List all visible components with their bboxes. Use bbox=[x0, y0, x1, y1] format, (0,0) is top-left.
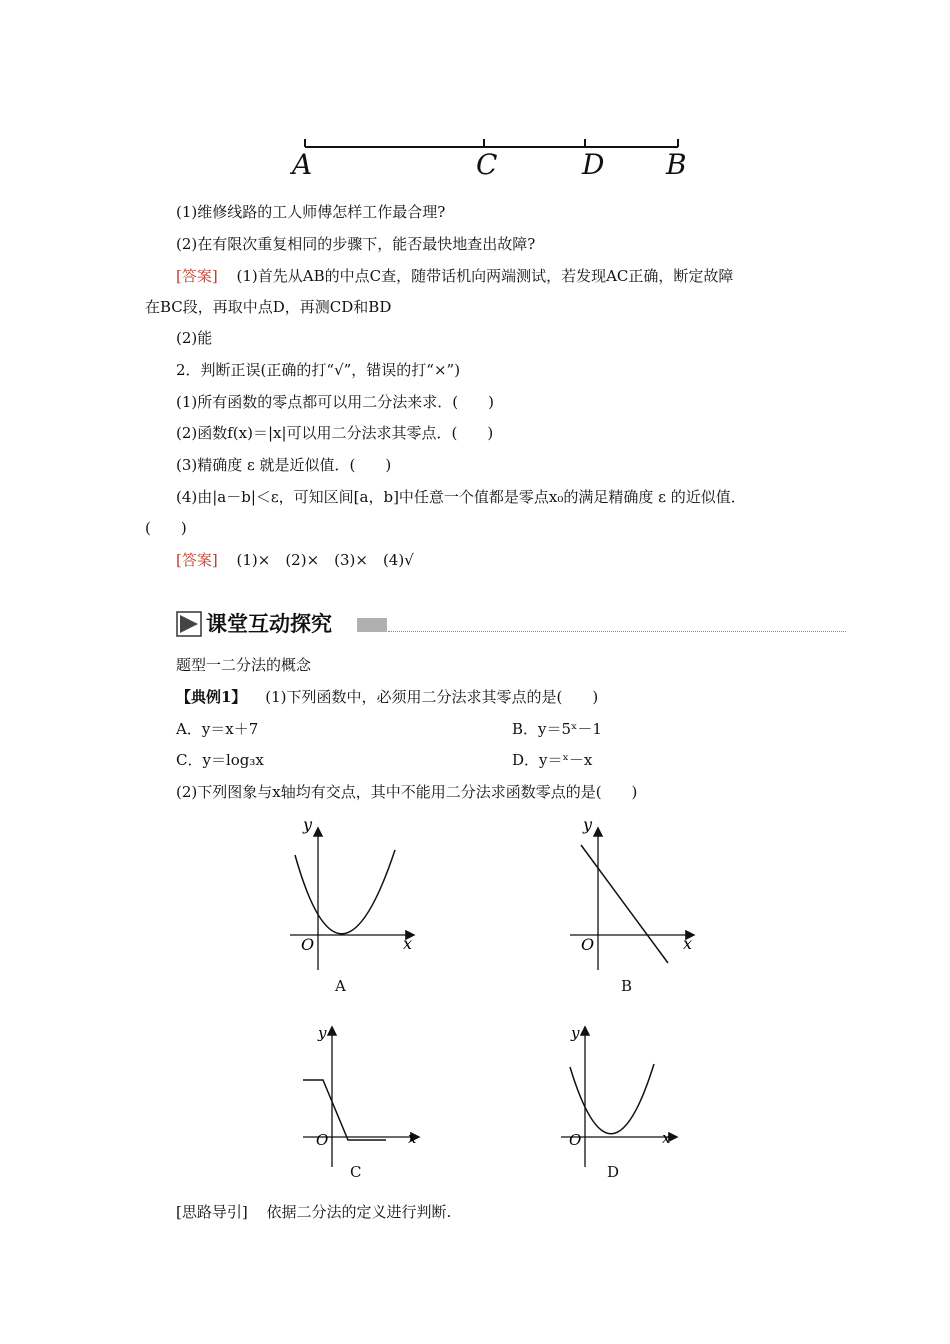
option-a: A．y＝x＋7 bbox=[176, 720, 259, 738]
segment-label-b: B bbox=[666, 148, 687, 181]
graph-b-label: B bbox=[621, 977, 633, 995]
graph-d bbox=[556, 1022, 686, 1172]
example-question bbox=[176, 687, 598, 707]
graph-c-x-label: x bbox=[408, 1129, 417, 1147]
q1-answer-line2: 在BC段，再取中点D，再测CD和BD bbox=[145, 298, 392, 316]
q2-title: 2．判断正误(正确的打“√”，错误的打“×”) bbox=[176, 361, 461, 379]
q2-item4-cont: ( ) bbox=[145, 519, 187, 537]
q2-item1: (1)所有函数的零点都可以用二分法来求．( ) bbox=[176, 393, 494, 411]
q1-answer-line1 bbox=[176, 266, 733, 286]
graph-d-x-label: x bbox=[662, 1129, 671, 1147]
graph-a-y-label: y bbox=[303, 815, 313, 834]
answer-text: (1)× (2)× (3)× (4)√ bbox=[236, 551, 414, 569]
graph-a-x-label: x bbox=[403, 934, 413, 953]
graph-c bbox=[298, 1022, 428, 1172]
segment-label-c: C bbox=[476, 148, 498, 181]
q2-item2: (2)函数f(x)＝|x|可以用二分法求其零点．( ) bbox=[176, 424, 494, 442]
answer-tag: [答案] bbox=[176, 551, 218, 569]
topic-title: 题型一二分法的概念 bbox=[176, 656, 312, 674]
option-c: C．y＝log₃x bbox=[176, 751, 264, 769]
graph-b-y-label: y bbox=[583, 815, 593, 834]
section-header bbox=[176, 608, 848, 640]
graph-b-origin: O bbox=[581, 935, 595, 954]
answer-tag: [答案] bbox=[176, 267, 218, 285]
hint-tag: [思路导引] bbox=[176, 1203, 248, 1221]
section-title: 课堂互动探究 bbox=[206, 612, 332, 636]
hint-text: 依据二分法的定义进行判断. bbox=[266, 1203, 452, 1221]
section-dotted-rule bbox=[388, 631, 846, 632]
graph-c-y-label: y bbox=[318, 1024, 327, 1042]
q2-item3: (3)精确度 ε 就是近似值．( ) bbox=[176, 456, 392, 474]
graph-a bbox=[285, 815, 425, 980]
option-d: D．y＝ˣ－x bbox=[512, 751, 593, 769]
q2-answer bbox=[176, 550, 414, 570]
graph-b-x-label: x bbox=[683, 934, 693, 953]
section-bar bbox=[357, 618, 387, 632]
segment-label-a: A bbox=[292, 148, 313, 181]
example-tag: 【典例1】 bbox=[176, 688, 247, 706]
q1-sub1: (1)维修线路的工人师傅怎样工作最合理? bbox=[176, 203, 446, 221]
q2-item4: (4)由|a－b|＜ε，可知区间[a，b]中任意一个值都是零点x₀的满足精确度 ε 的近似值． bbox=[176, 488, 746, 506]
graph-d-y-label: y bbox=[571, 1024, 580, 1042]
graph-a-label: A bbox=[335, 977, 346, 995]
graph-a-origin: O bbox=[301, 935, 315, 954]
graph-d-origin: O bbox=[569, 1131, 582, 1149]
segment-label-d: D bbox=[582, 148, 605, 181]
option-b: B．y＝5ˣ－1 bbox=[512, 720, 602, 738]
example-question2: (2)下列图象与x轴均有交点，其中不能用二分法求函数零点的是( ) bbox=[176, 783, 638, 801]
graph-c-label: C bbox=[350, 1163, 362, 1181]
graph-c-origin: O bbox=[316, 1131, 329, 1149]
graph-d-label: D bbox=[607, 1163, 620, 1181]
answer-text: (1)首先从AB的中点C查，随带话机向两端测试，若发现AC正确，断定故障 bbox=[236, 267, 734, 285]
hint-line bbox=[176, 1202, 451, 1222]
example-question-text: (1)下列函数中，必须用二分法求其零点的是( ) bbox=[265, 688, 599, 706]
q1-answer-line3: (2)能 bbox=[176, 329, 213, 347]
q1-sub2: (2)在有限次重复相同的步骤下，能否最快地查出故障? bbox=[176, 235, 536, 253]
graph-b bbox=[565, 815, 705, 980]
play-arrow-icon bbox=[176, 611, 202, 637]
